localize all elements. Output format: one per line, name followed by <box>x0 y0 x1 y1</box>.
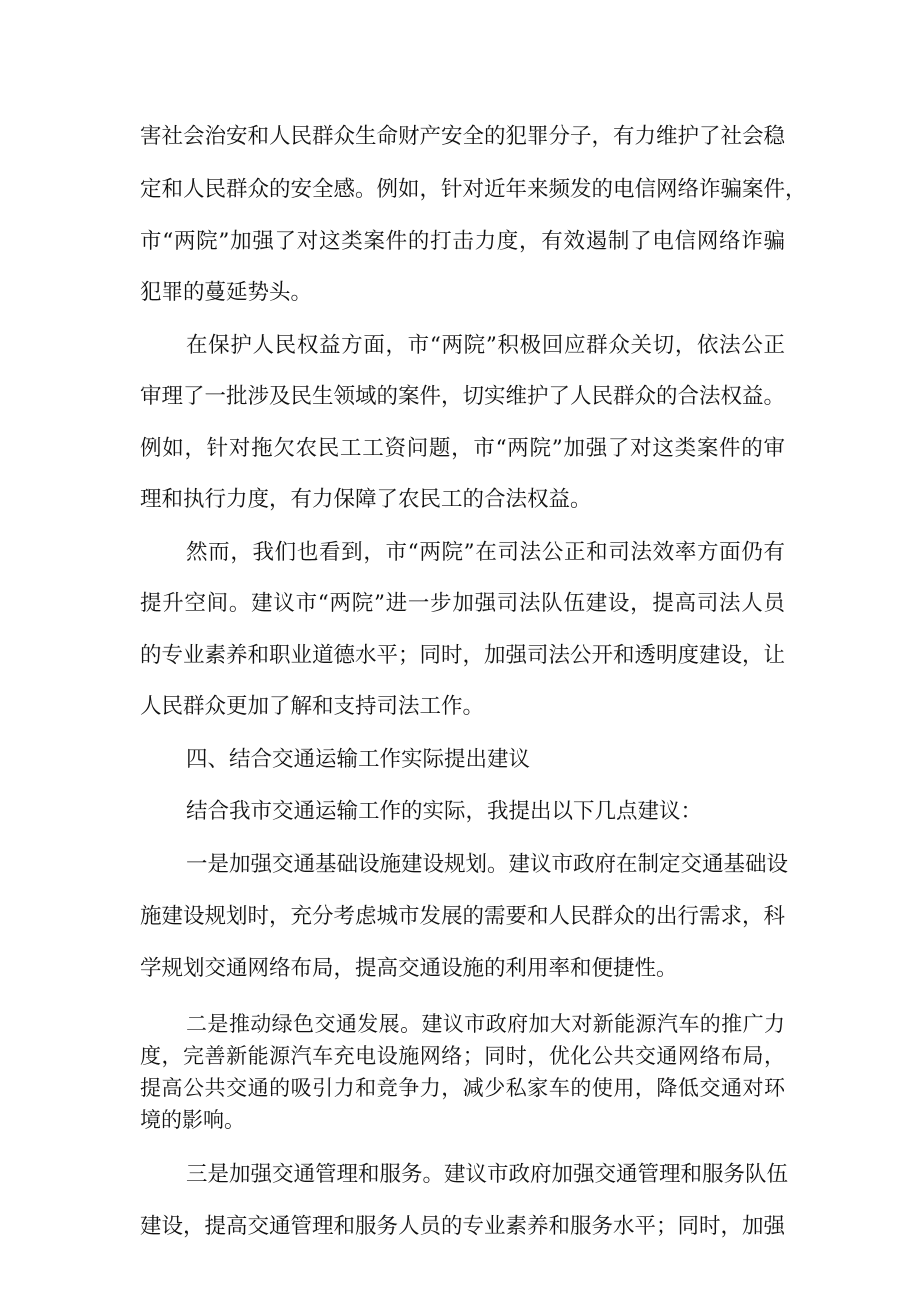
text-line: 度，完善新能源汽车充电设施网络；同时，优化公共交通网络布局， <box>140 1044 785 1068</box>
text-line: 市“两院”加强了对这类案件的打击力度，有效遏制了电信网络诈骗 <box>140 229 785 254</box>
text-line: 提高公共交通的吸引力和竞争力，减少私家车的使用，降低交通对环 <box>140 1076 785 1100</box>
text-line: 境的影响。 <box>140 1108 245 1132</box>
text-line: 的专业素养和职业道德水平；同时，加强司法公开和透明度建设，让 <box>140 643 786 668</box>
text-line: 然而，我们也看到，市“两院”在司法公正和司法效率方面仍有 <box>186 540 785 565</box>
text-line: 三是加强交通管理和服务。建议市政府加强交通管理和服务队伍 <box>186 1162 789 1187</box>
text-line: 例如，针对拖欠农民工工资问题，市“两院”加强了对这类案件的审 <box>140 436 785 461</box>
text-line: 一是加强交通基础设施建设规划。建议市政府在制定交通基础设 <box>186 852 789 877</box>
text-line: 犯罪的蔓延势头。 <box>140 280 313 305</box>
text-line: 学规划交通网络布局，提高交通设施的利用率和便捷性。 <box>140 956 678 981</box>
text-line: 害社会治安和人民群众生命财产安全的犯罪分子，有力维护了社会稳 <box>140 124 786 149</box>
text-line: 二是推动绿色交通发展。建议市政府加大对新能源汽车的推广力 <box>186 1012 785 1036</box>
text-line: 审理了一批涉及民生领域的案件，切实维护了人民群众的合法权益。 <box>140 384 786 409</box>
text-line: 施建设规划时，充分考虑城市发展的需要和人民群众的出行需求，科 <box>140 904 786 929</box>
text-line: 在保护人民权益方面，市“两院”积极回应群众关切，依法公正 <box>186 333 785 358</box>
text-line: 理和执行力度，有力保障了农民工的合法权益。 <box>140 487 592 512</box>
section-heading: 四、结合交通运输工作实际提出建议 <box>186 747 531 772</box>
text-line: 定和人民群众的安全感。例如，针对近年来频发的电信网络诈骗案件， <box>140 177 807 202</box>
text-line: 人民群众更加了解和支持司法工作。 <box>140 694 485 719</box>
text-line: 提升空间。建议市“两院”进一步加强司法队伍建设，提高司法人员 <box>140 591 785 616</box>
text-line: 结合我市交通运输工作的实际，我提出以下几点建议： <box>186 799 703 824</box>
text-line: 建设，提高交通管理和服务人员的专业素养和服务水平；同时，加强 <box>140 1214 786 1239</box>
